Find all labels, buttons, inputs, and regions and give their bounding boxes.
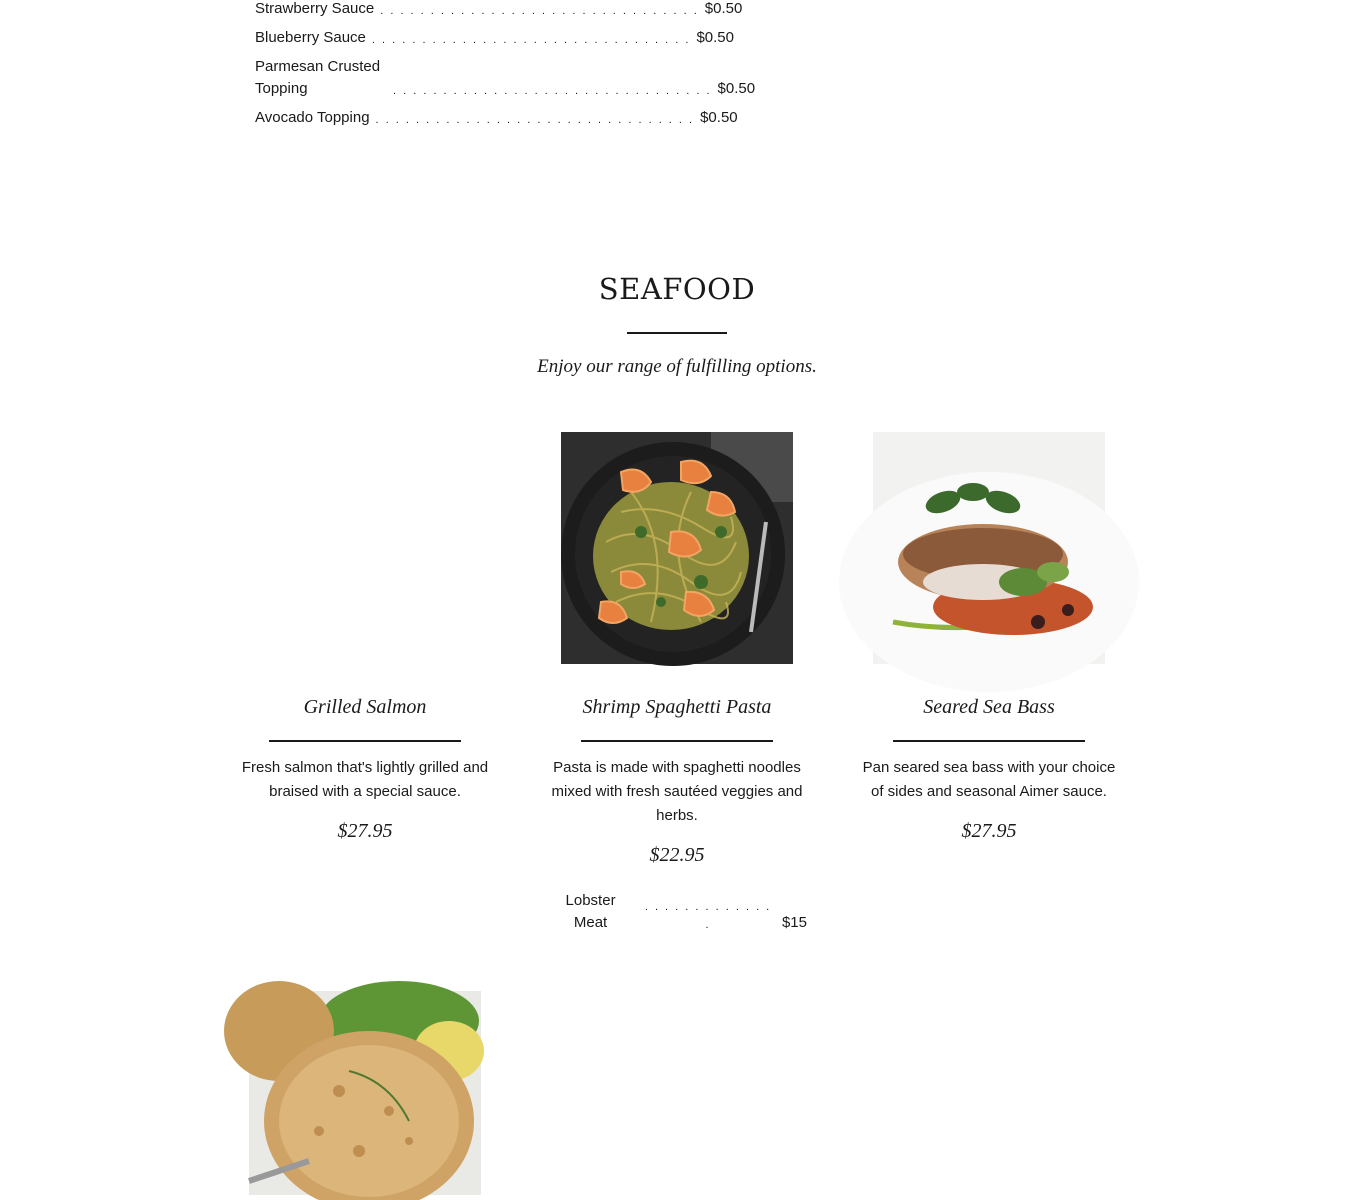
addon-item <box>255 107 738 129</box>
addon-price: $0.50 <box>717 80 756 97</box>
dish-card <box>547 432 807 934</box>
addon-item <box>255 56 756 100</box>
leader-dots: . . . . . . . . . . . . . . . . . . . . . . . . . . . . . . . . <box>371 34 691 46</box>
dish-price: $22.95 <box>649 844 705 866</box>
dish-description: Pasta is made with spaghetti noodles mixed with fresh sautéed veggies and herbs. <box>551 759 803 824</box>
addon-price: $0.50 <box>704 0 743 17</box>
extra-price: $15 <box>781 914 807 931</box>
addon-name: Strawberry Sauce <box>255 0 375 17</box>
dish-name: Shrimp Spaghetti Pasta <box>582 696 772 718</box>
addon-name: Blueberry Sauce <box>255 29 366 46</box>
addon-name: Avocado Topping <box>255 109 370 126</box>
dish-divider <box>581 740 773 742</box>
leader-dots: . . . . . . . . . . . . . . . . . . . . . . . . . . . . . . . . <box>393 85 712 97</box>
shrimp-pasta-photo[interactable] <box>561 432 793 664</box>
dish-price: $27.95 <box>961 820 1017 842</box>
addon-name: Parmesan Crusted Topping <box>255 58 381 97</box>
dish-card <box>235 432 495 844</box>
dish-name: Grilled Salmon <box>303 696 427 718</box>
leader-dots: . . . . . . . . . . . . . . . . . . . . . . . . . . . . . . . . <box>375 114 695 126</box>
dish-description: Fresh salmon that's lightly grilled and braised with a special sauce. <box>241 759 489 800</box>
addon-list <box>255 0 756 136</box>
addon-item <box>255 0 743 20</box>
dish-description: Pan seared sea bass with your choice of sides and seasonal Aimer sauce. <box>862 759 1116 800</box>
dish-photo-placeholder <box>249 432 481 664</box>
crab-cake-photo[interactable] <box>249 991 481 1195</box>
section-subtitle: Enjoy our range of fulfilling options. <box>537 356 817 377</box>
addon-item <box>255 27 734 49</box>
dish-divider <box>893 740 1085 742</box>
leader-dots: . . . . . . . . . . . . . . . . . . . . . . . . . . . . . . . . <box>380 5 699 17</box>
section-title: SEAFOOD <box>598 272 756 306</box>
leader-dots: . . . . . . . . . . . . . . <box>644 901 772 931</box>
extra-name: Lobster Meat <box>565 892 616 931</box>
dish-extra <box>547 890 807 934</box>
addon-price: $0.50 <box>700 109 738 126</box>
sea-bass-photo[interactable] <box>873 432 1105 664</box>
dish-name: Seared Sea Bass <box>923 696 1055 718</box>
dish-card <box>859 432 1119 844</box>
addon-price: $0.50 <box>696 29 734 46</box>
dish-price: $27.95 <box>337 820 393 842</box>
dish-divider <box>269 740 461 742</box>
title-divider <box>627 332 727 334</box>
